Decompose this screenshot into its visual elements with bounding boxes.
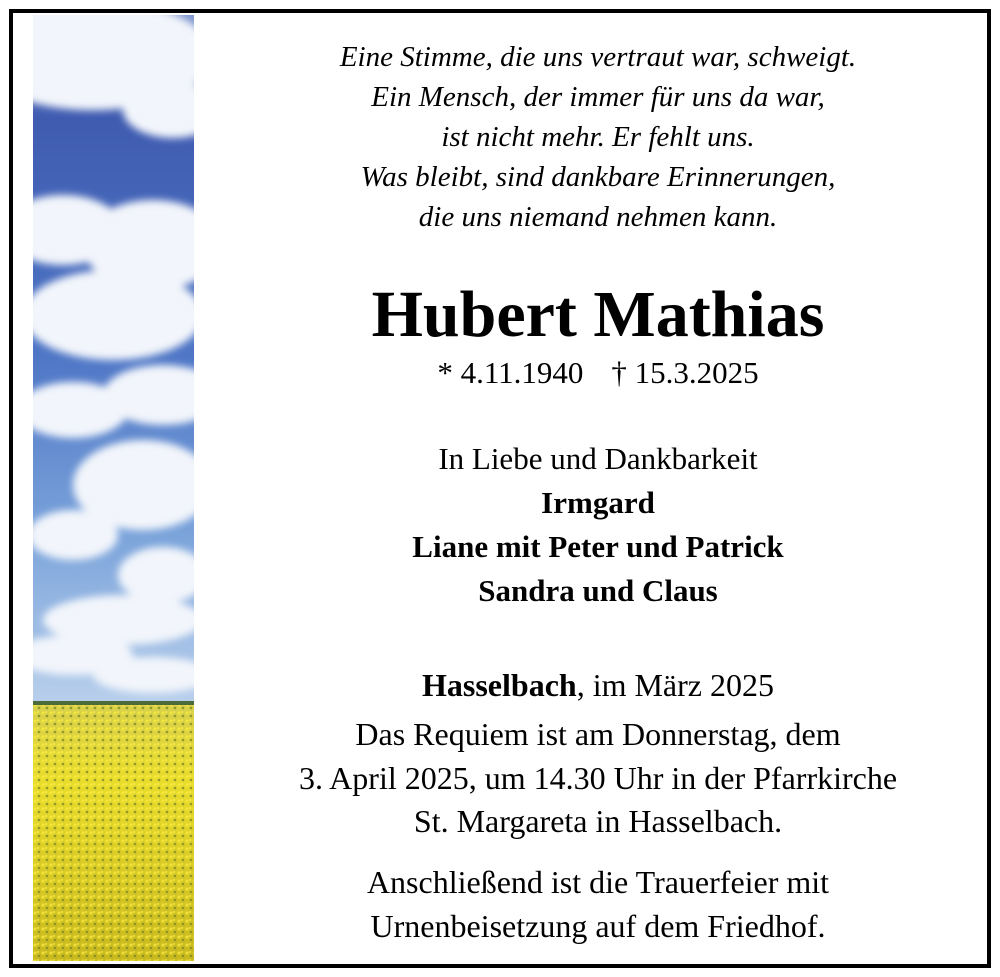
sky-and-rapeseed-field-image bbox=[33, 15, 194, 961]
obituary-text bbox=[213, 13, 983, 964]
mourner-name: Irmgard bbox=[541, 485, 655, 520]
mourners bbox=[213, 437, 983, 613]
memorial-verse bbox=[213, 37, 983, 237]
funeral-line: Anschließend ist die Trauerfeier mit bbox=[366, 864, 830, 900]
verse-line: Was bleibt, sind dankbare Erinnerungen, bbox=[360, 161, 836, 193]
verse-line: Ein Mensch, der immer für uns da war, bbox=[371, 81, 825, 113]
mourner-name: Liane mit Peter und Patrick bbox=[412, 529, 784, 564]
mourners-intro: In Liebe und Dankbarkeit bbox=[438, 441, 758, 476]
verse-line: Eine Stimme, die uns vertraut war, schweigt. bbox=[339, 41, 857, 73]
obituary-frame bbox=[9, 9, 991, 968]
requiem-line: Das Requiem ist am Donnerstag, dem bbox=[355, 716, 841, 752]
funeral-info bbox=[213, 861, 983, 948]
requiem-info bbox=[213, 713, 983, 844]
life-dates bbox=[213, 353, 983, 393]
town-name: Hasselbach bbox=[422, 667, 577, 703]
place-and-date bbox=[213, 663, 983, 707]
requiem-line: 3. April 2025, um 14.30 Uhr in der Pfarrkirche bbox=[298, 759, 898, 796]
birth-date: * 4.11.1940 bbox=[437, 355, 584, 390]
requiem-line: St. Margareta in Hasselbach. bbox=[413, 803, 783, 839]
death-date: † 15.3.2025 bbox=[611, 355, 759, 390]
funeral-line: Urnenbeisetzung auf dem Friedhof. bbox=[370, 907, 826, 944]
deceased-name: Hubert Mathias bbox=[371, 278, 825, 351]
mourner-name: Sandra und Claus bbox=[478, 573, 718, 608]
verse-line: ist nicht mehr. Er fehlt uns. bbox=[441, 121, 755, 153]
verse-line: die uns niemand nehmen kann. bbox=[418, 201, 778, 233]
notice-date: , im März 2025 bbox=[576, 667, 774, 703]
